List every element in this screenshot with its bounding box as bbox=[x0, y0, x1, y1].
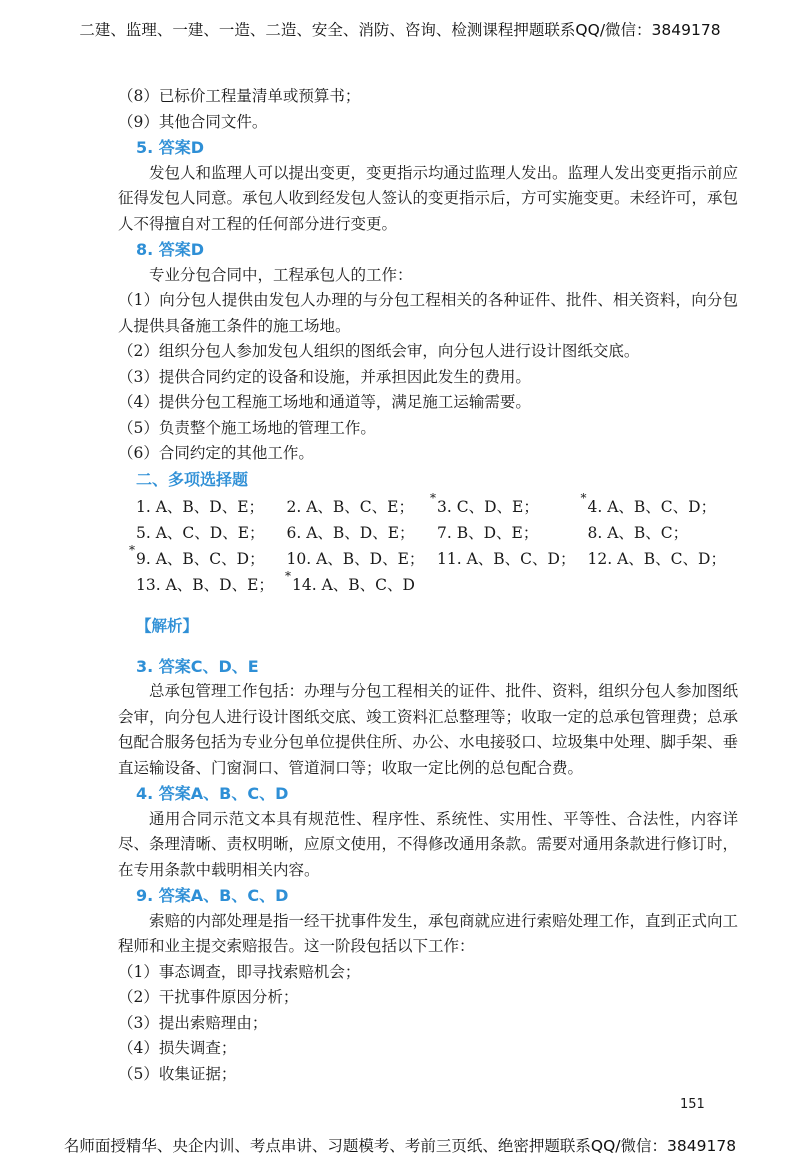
answer-heading-4: 4. 答案A、B、C、D bbox=[136, 784, 289, 803]
list-item: （1）向分包人提供由发包人办理的与分包工程相关的各种证件、批件、相关资料，向分包人提供具备施工条件的施工场地。 bbox=[118, 291, 738, 335]
answer-text: 11. A、B、C、D； bbox=[437, 550, 576, 568]
explanation-4: 通用合同示范文本具有规范性、程序性、系统性、实用性、平等性、合法性，内容详尽、条理清晰、责权明晰，应原文使用，不得修改通用条款。需要对通用条款进行修订时，在专用条款中载明相关内容。 bbox=[118, 809, 739, 879]
page-content bbox=[118, 84, 738, 1087]
answer-item bbox=[129, 543, 287, 569]
footer-banner: 名师面授精华、央企内训、考点串讲、习题模考、考前三页纸、绝密押题联系QQ/微信：3849178 bbox=[63, 1137, 737, 1155]
answer-item bbox=[136, 573, 292, 595]
list-item: （9）其他合同文件。 bbox=[118, 112, 268, 131]
list-item: （8）已标价工程量清单或预算书； bbox=[118, 87, 361, 105]
answer-text: 2. A、B、C、E； bbox=[286, 498, 414, 516]
analysis-label: 【解析】 bbox=[136, 615, 199, 635]
answer-item bbox=[588, 521, 739, 543]
answer-heading-3: 3. 答案C、D、E bbox=[136, 656, 259, 676]
answer-heading-8: 8. 答案D bbox=[136, 240, 205, 259]
section-title-multi: 二、多项选择题 bbox=[136, 469, 249, 489]
answer-item bbox=[287, 547, 438, 569]
answer-text: 4. A、B、C、D； bbox=[587, 498, 717, 516]
answer-grid bbox=[129, 491, 738, 597]
explanation-9: 索赔的内部处理是指一经干扰事件发生，承包商就应进行索赔处理工作，直到正式向工程师和业主提交索赔报告。这一阶段包括以下工作： bbox=[118, 911, 739, 955]
answer-item bbox=[430, 491, 588, 517]
explanation-3: 总承包管理工作包括：办理与分包工程相关的证件、批件、资料，组织分包人参加图纸会审，向分包人进行设计图纸交底、竣工资料汇总整理等；收取一定的总承包管理费；总承包配合服务包括为专业分包单位提供住所、办公、水电接驳口、垃圾集中处理、脚手架、垂直运输设备、门窗洞口、管道洞口等；收取一定比例的总包配合费。 bbox=[118, 682, 739, 777]
answer-text: 12. A、B、C、D； bbox=[587, 550, 726, 568]
answer-item bbox=[287, 521, 438, 543]
star-mark: * bbox=[580, 491, 587, 505]
star-mark: * bbox=[430, 491, 436, 505]
answer-text: 14. A、B、C、D bbox=[292, 576, 415, 594]
list-item: （2）干扰事件原因分析； bbox=[118, 988, 299, 1006]
answer-text: 13. A、B、D、E； bbox=[136, 576, 274, 594]
list-item: （4）损失调查； bbox=[118, 1039, 237, 1057]
answer-item bbox=[136, 495, 287, 517]
answer-text: 6. A、B、D、E； bbox=[286, 524, 415, 542]
list-item: （3）提出索赔理由； bbox=[118, 1013, 268, 1032]
list-item: （4）提供分包工程施工场地和通道等，满足施工运输需要。 bbox=[118, 393, 531, 411]
answer-heading-5: 5. 答案D bbox=[136, 138, 205, 157]
list-item: （2）组织分包人参加发包人组织的图纸会审，向分包人进行设计图纸交底。 bbox=[118, 342, 640, 360]
answer-item bbox=[580, 491, 739, 517]
answer-item bbox=[136, 521, 287, 543]
header-banner: 二建、监理、一建、一造、二造、安全、消防、咨询、检测课程押题联系QQ/微信：3849178 bbox=[79, 21, 721, 39]
answer-row bbox=[129, 543, 738, 571]
star-mark: * bbox=[285, 569, 291, 583]
answer-text: 1. A、B、D、E； bbox=[136, 498, 265, 516]
explanation-5: 发包人和监理人可以提出变更，变更指示均通过监理人发出。监理人发出变更指示前应征得发包人同意。承包人收到经发包人签认的变更指示后，方可实施变更。未经许可，承包人不得擅自对工程的任何部分进行变更。 bbox=[118, 163, 739, 233]
answer-row bbox=[136, 571, 738, 597]
list-item: （6）合同约定的其他工作。 bbox=[118, 444, 314, 462]
answer-text: 10. A、B、D、E； bbox=[286, 550, 425, 568]
list-item: （1）事态调查，即寻找索赔机会； bbox=[118, 962, 361, 981]
answer-item bbox=[588, 547, 739, 569]
answer-text: 5. A、C、D、E； bbox=[136, 524, 265, 542]
answer-text: 7. B、D、E； bbox=[437, 524, 539, 542]
list-item: （5）负责整个施工场地的管理工作。 bbox=[118, 418, 376, 437]
list-item: （5）收集证据； bbox=[118, 1064, 237, 1083]
answer-item bbox=[287, 495, 438, 517]
answer-item bbox=[437, 547, 588, 569]
answer-heading-9: 9. 答案A、B、C、D bbox=[136, 886, 289, 905]
answer-item bbox=[437, 521, 588, 543]
answer-text: 3. C、D、E； bbox=[437, 498, 539, 516]
page-number: 151 bbox=[680, 1097, 705, 1112]
answer-text: 8. A、B、C； bbox=[587, 524, 689, 542]
explanation-8-intro: 专业分包合同中，工程承包人的工作： bbox=[149, 265, 413, 284]
answer-row bbox=[136, 519, 738, 545]
star-mark: * bbox=[129, 543, 135, 557]
answer-row bbox=[136, 493, 738, 519]
list-item: （3）提供合同约定的设备和设施，并承担因此发生的费用。 bbox=[118, 367, 531, 386]
answer-text: 9. A、B、C、D； bbox=[136, 550, 265, 568]
answer-item bbox=[285, 569, 448, 595]
